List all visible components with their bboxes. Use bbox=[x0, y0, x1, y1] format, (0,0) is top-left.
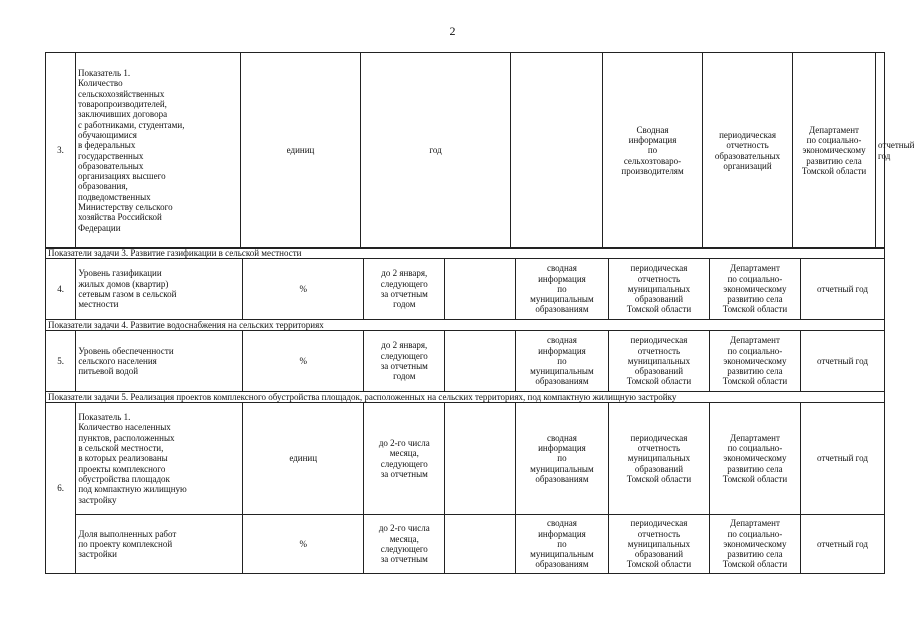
empty-cell bbox=[445, 259, 516, 320]
reporting-cell: периодическая отчетность муниципальных образований Томской области bbox=[608, 515, 709, 574]
unit-cell: единиц bbox=[243, 403, 364, 515]
responsible-cell: Департамент по социально- экономическому развитию села Томской области bbox=[709, 515, 800, 574]
deadline-cell: отчетный год bbox=[800, 403, 884, 515]
page-number: 2 bbox=[449, 24, 456, 38]
unit-cell: единиц bbox=[241, 53, 361, 249]
source-cell: сводная информация по муниципальным образованиям bbox=[515, 331, 608, 392]
unit-cell: % bbox=[243, 515, 364, 574]
period-cell: до 2-го числа месяца, следующего за отчетным bbox=[364, 515, 445, 574]
table-row bbox=[46, 259, 885, 320]
empty-cell bbox=[445, 331, 516, 392]
empty-cell bbox=[511, 53, 603, 249]
responsible-cell: Департамент по социально- экономическому развитию села Томской области bbox=[709, 331, 800, 392]
section-row bbox=[46, 392, 885, 403]
source-cell: сводная информация по муниципальным образованиям bbox=[515, 403, 608, 515]
responsible-cell: Департамент по социально- экономическому развитию села Томской области bbox=[793, 53, 876, 249]
deadline-cell: отчетный год bbox=[800, 331, 884, 392]
table-row bbox=[46, 53, 885, 249]
indicators-table bbox=[45, 52, 914, 249]
indicator-name: Уровень газификации жилых домов (квартир) сетевым газом в сельской местности bbox=[76, 259, 243, 320]
unit-cell: % bbox=[243, 331, 364, 392]
table-row bbox=[46, 331, 885, 392]
section-row bbox=[46, 248, 885, 259]
empty-cell bbox=[445, 403, 516, 515]
empty-cell bbox=[445, 515, 516, 574]
table-row bbox=[46, 403, 885, 515]
row-number: 6. bbox=[46, 403, 76, 574]
indicator-name: Показатель 1. Количество населенных пунктов, расположенных в сельской местности, в которых реализованы проекты комплексного обустройства площадок под компактную жилищную застройку bbox=[76, 403, 243, 515]
reporting-cell: периодическая отчетность муниципальных образований Томской области bbox=[608, 331, 709, 392]
period-cell: до 2-го числа месяца, следующего за отчетным bbox=[364, 403, 445, 515]
indicator-name: Уровень обеспеченности сельского населения питьевой водой bbox=[76, 331, 243, 392]
section-header: Показатели задачи 4. Развитие водоснабжения на сельских территориях bbox=[46, 320, 885, 331]
period-cell: год bbox=[361, 53, 511, 249]
responsible-cell: Департамент по социально- экономическому развитию села Томской области bbox=[709, 259, 800, 320]
indicators-table-continued bbox=[45, 247, 885, 574]
deadline-cell: отчетный год bbox=[800, 515, 884, 574]
responsible-cell: Департамент по социально- экономическому развитию села Томской области bbox=[709, 403, 800, 515]
reporting-cell: периодическая отчетность образовательных организаций bbox=[703, 53, 793, 249]
deadline-cell: отчетный год bbox=[876, 53, 885, 249]
indicator-name: Доля выполненных работ по проекту комплексной застройки bbox=[76, 515, 243, 574]
row-number: 5. bbox=[46, 331, 76, 392]
deadline-cell: отчетный год bbox=[800, 259, 884, 320]
section-header: Показатели задачи 5. Реализация проектов комплексного обустройства площадок, расположенных на сельских территориях, под компактную жилищную застройку bbox=[46, 392, 885, 403]
unit-cell: % bbox=[243, 259, 364, 320]
source-cell: Сводная информация по сельхозтоваро- производителям bbox=[603, 53, 703, 249]
period-cell: до 2 января, следующего за отчетным годом bbox=[364, 259, 445, 320]
table-row bbox=[46, 515, 885, 574]
source-cell: сводная информация по муниципальным образованиям bbox=[515, 259, 608, 320]
source-cell: сводная информация по муниципальным образованиям bbox=[515, 515, 608, 574]
row-number: 3. bbox=[46, 53, 76, 249]
indicator-name: Показатель 1. Количество сельскохозяйственных товаропроизводителей, заключивших договора с работниками, студентами, обучающимися в федеральных государственных образовательных организациях высшего образования, подведомственных Министерству сельского хозяйства Российской Федерации bbox=[76, 53, 241, 249]
section-header: Показатели задачи 3. Развитие газификации в сельской местности bbox=[46, 248, 885, 259]
row-number: 4. bbox=[46, 259, 76, 320]
reporting-cell: периодическая отчетность муниципальных образований Томской области bbox=[608, 403, 709, 515]
period-cell: до 2 января, следующего за отчетным годом bbox=[364, 331, 445, 392]
reporting-cell: периодическая отчетность муниципальных образований Томской области bbox=[608, 259, 709, 320]
section-row bbox=[46, 320, 885, 331]
